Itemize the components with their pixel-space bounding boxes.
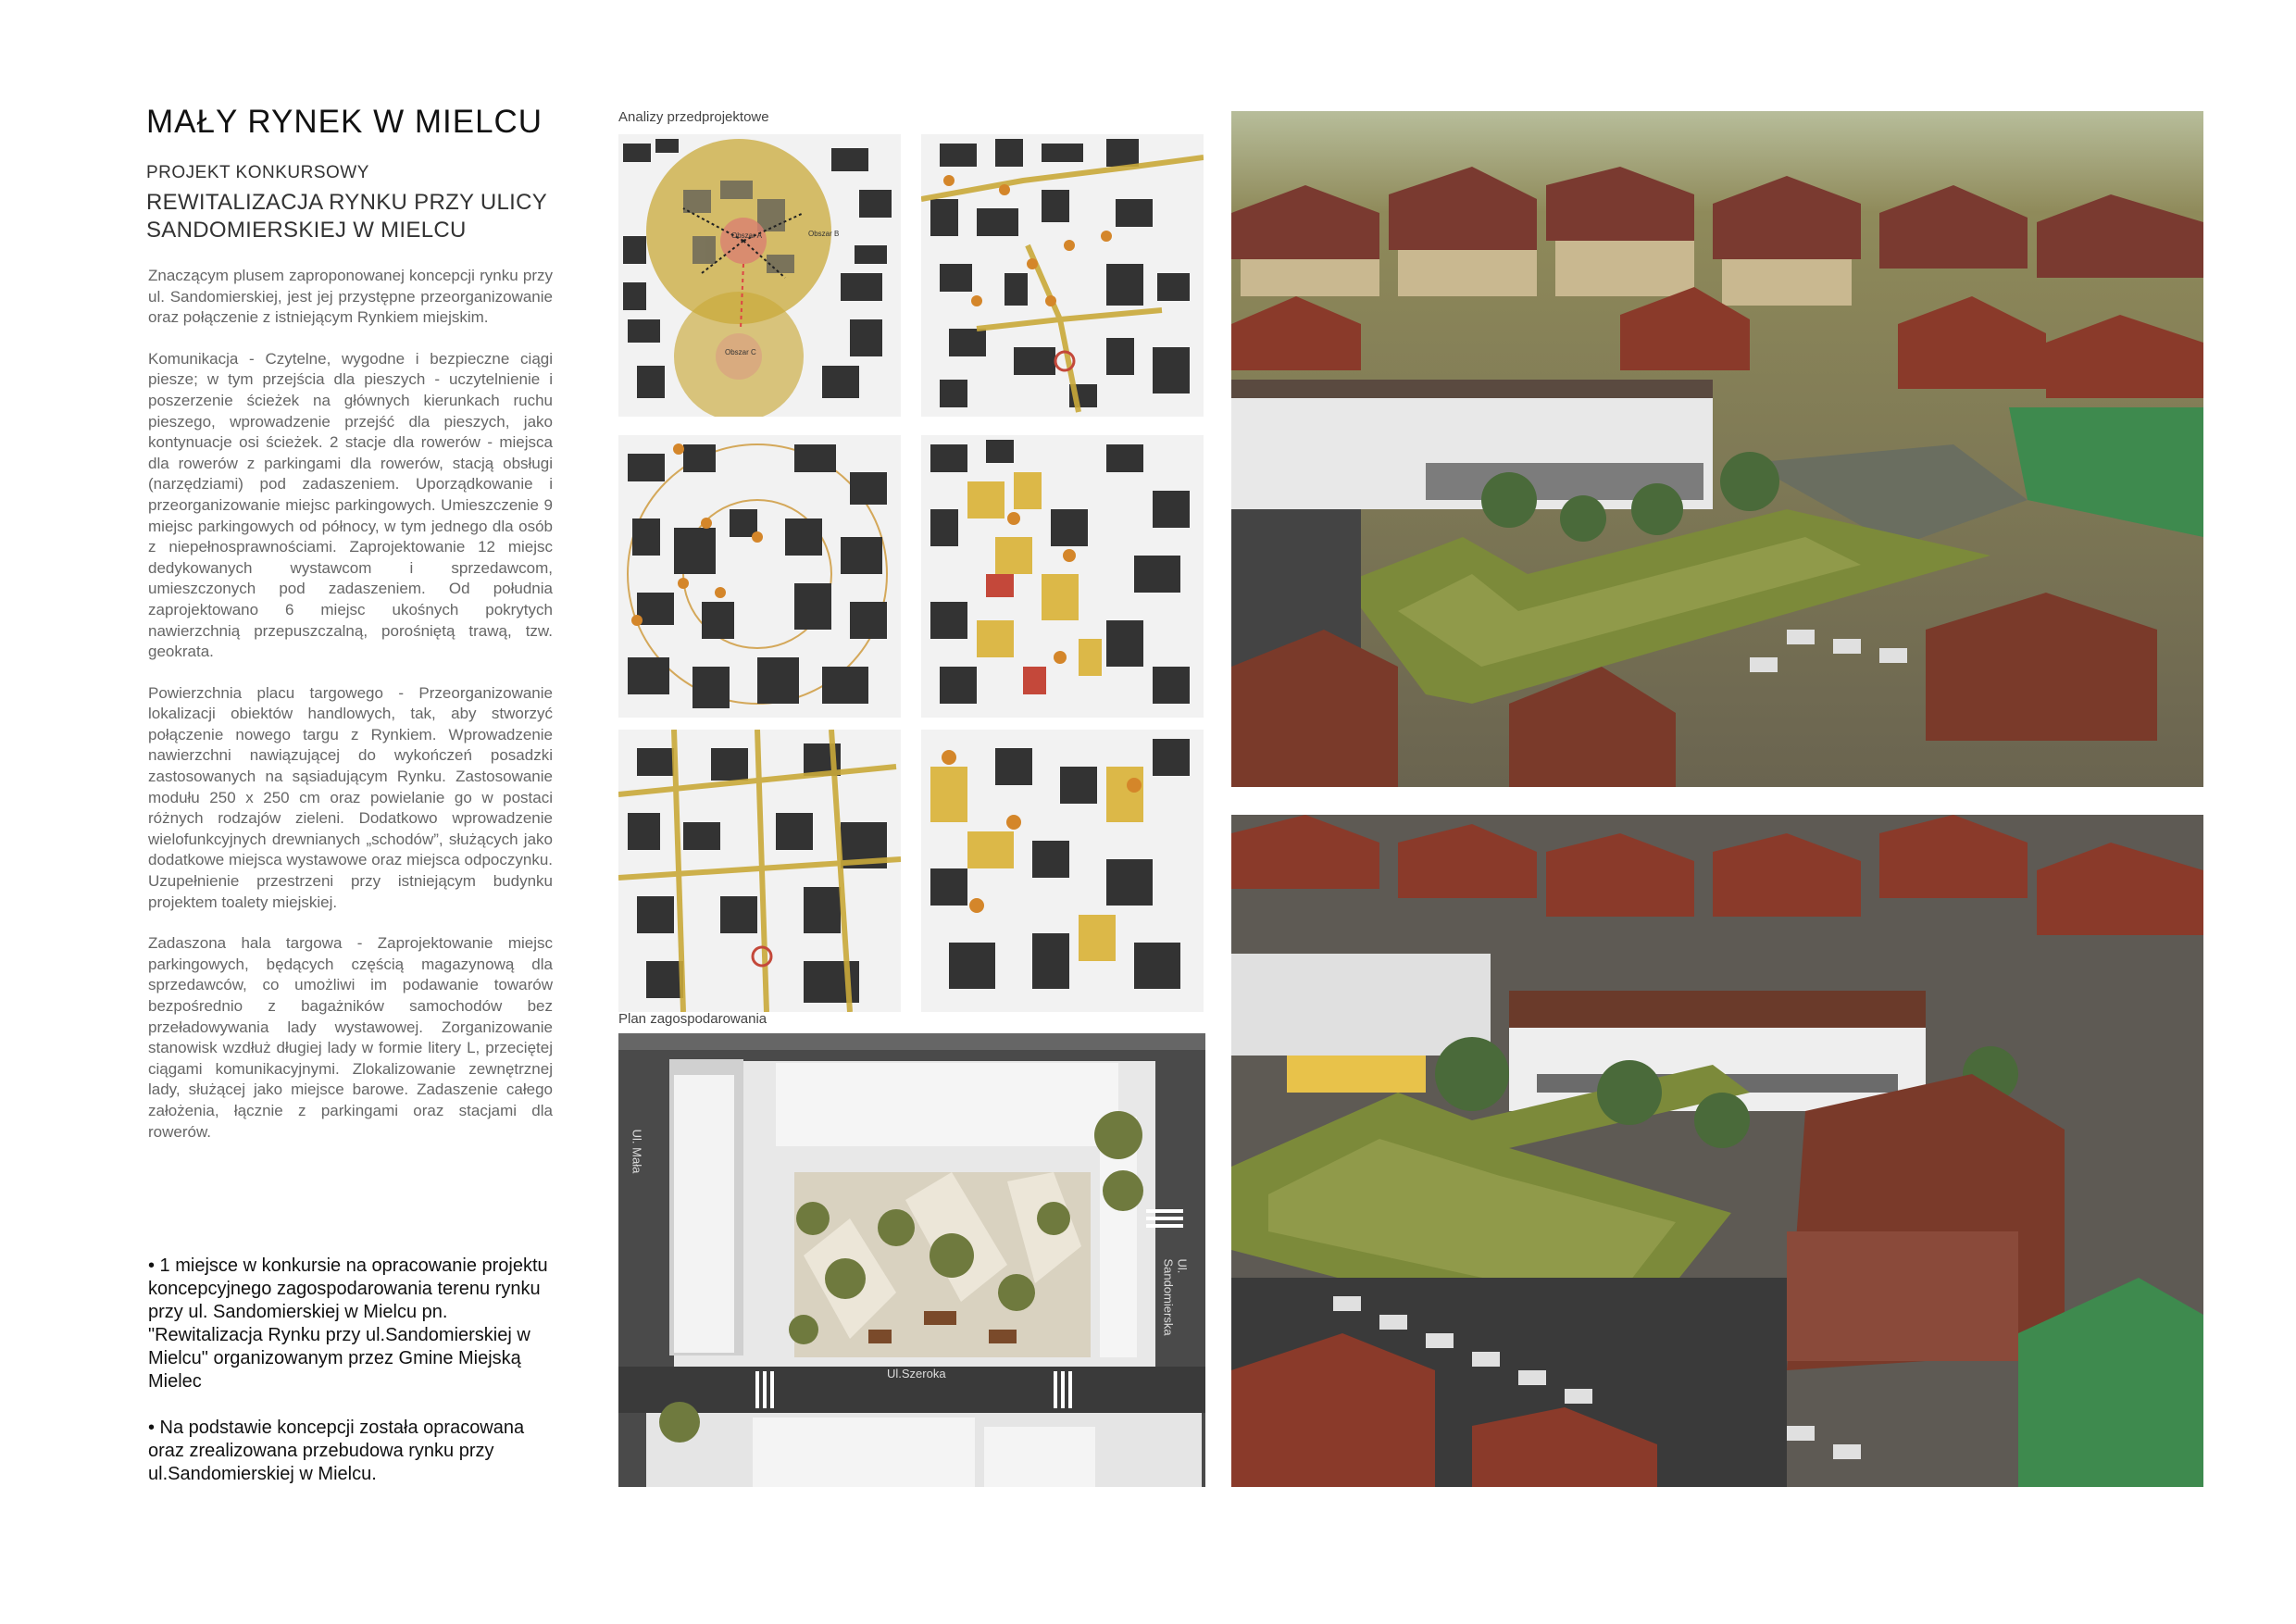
project-title: REWITALIZACJA RYNKU PRZY ULICY SANDOMIERSKIEJ W MIELCU <box>146 190 547 243</box>
analysis-map-land-use <box>921 730 1204 1012</box>
area-a-label: Obszar A <box>731 231 762 240</box>
area-b-label: Obszar B <box>808 230 840 238</box>
achievements <box>148 1255 555 1509</box>
street-label-szeroka: Ul.Szeroka <box>887 1367 946 1380</box>
analysis-map-communication <box>921 134 1204 417</box>
analysis-map-streets <box>618 730 901 1012</box>
aerial-photo-2 <box>1231 815 2203 1487</box>
description <box>148 266 553 1163</box>
analysis-map-areas <box>618 134 901 417</box>
bullet-award: • 1 miejsce w konkursie na opracowanie projektu koncepcyjnego zagospodarowania terenu rynku przy ul. Sandomierskiej w Mielcu pn. "Rewitalizacja Rynku przy ul.Sandomierskiej w Mielcu" organizowanym przez Gmine Miejską Mielec <box>148 1255 548 1392</box>
paragraph-communication: Komunikacja - Czytelne, wygodne i bezpieczne ciągi piesze; w tym przejścia dla pieszych - uczytelnienie i poszerzenie ścieżek na głównych kierunkach ruchu pieszego, wprowadzenie przejść dla pieszych, jako kontynuacje osi ścieżek. 2 stacje dla rowerów - miejsca dla rowerów z parkingami dla rowerów, stacją obsługi (narzędziami) pod zadaszeniem. Uporządkowanie i przeorganizowanie miejsc parkingowych. Umieszczenie 9 miejsc parkingowych od północy, w tym jednego dla osób z niepełnosprawnościami. Zaprojektowanie 12 miejsc dedykowanych wystawcom i sprzedawcom, umieszczonych pod zadaszeniem. Od południa zaprojektowano 6 miejsc ukośnych pokrytych nawierzchnią przepuszczalną, porośniętą trawą, tzw. geokrata. <box>148 349 553 661</box>
paragraph-market-hall: Zadaszona hala targowa - Zaprojektowanie miejsc parkingowych, będących częścią magazynową dla sprzedawców, co umożliwi im podawanie towarów bezpośrednio z bagażników samochodów bez przeładowywania lady wystawowej. Zorganizowanie stanowisk wzdłuż długiej lady w formie litery L, przeciętej ciągami komunikacyjnymi. Zlokalizowanie zewnętrznej lady, służącej jako miejsce barowe. Zadaszenie całego założenia, łącznie z parkingami oraz stacjami dla rowerów. <box>148 934 553 1141</box>
paragraph-intro: Znaczącym plusem zaproponowanej koncepcji rynku przy ul. Sandomierskiej, jest jej przystępne przeorganizowanie oraz połączenie z istniejącym Rynkiem miejskim. <box>148 267 553 327</box>
analyses-label: Analizy przedprojektowe <box>618 109 769 125</box>
analysis-map-functions <box>921 435 1204 718</box>
page-title: MAŁY RYNEK W MIELCU <box>146 104 543 140</box>
street-label-sandomierska: Ul. Sandomierska <box>1161 1258 1190 1336</box>
aerial-photo-1 <box>1231 111 2203 787</box>
project-subtitle: PROJEKT KONKURSOWY <box>146 163 369 182</box>
paragraph-market-square: Powierzchnia placu targowego - Przeorganizowanie lokalizacji obiektów handlowych, tak, aby stworzyć połączenie nowego targu z Rynkiem. Wprowadzenie nawierzchni nawiązującej do wykończeń posadzki zastosowanych na sąsiadującym Rynku. Zastosowanie modułu 250 x 250 cm oraz powielanie go w postaci różnych rodzajów zieleni. Dodatkowo wprowadzenie wielofunkcyjnych drewnianych „schodów”, służących jako dodatkowe miejsca wystawowe oraz miejsca odpoczynku. Uzupełnienie przestrzeni przy istniejącym budynku projektem toalety miejskiej. <box>148 683 553 911</box>
street-label-mala: Ul. Mała <box>630 1129 644 1174</box>
area-c-label: Obszar C <box>725 348 756 356</box>
analysis-map-radius <box>618 435 901 718</box>
plan-label: Plan zagospodarowania <box>618 1011 767 1027</box>
bullet-realization: • Na podstawie koncepcji została opracowana oraz zrealizowana przebudowa rynku przy ul.Sandomierskiej w Mielcu. <box>148 1418 525 1484</box>
site-plan <box>618 1033 1205 1487</box>
